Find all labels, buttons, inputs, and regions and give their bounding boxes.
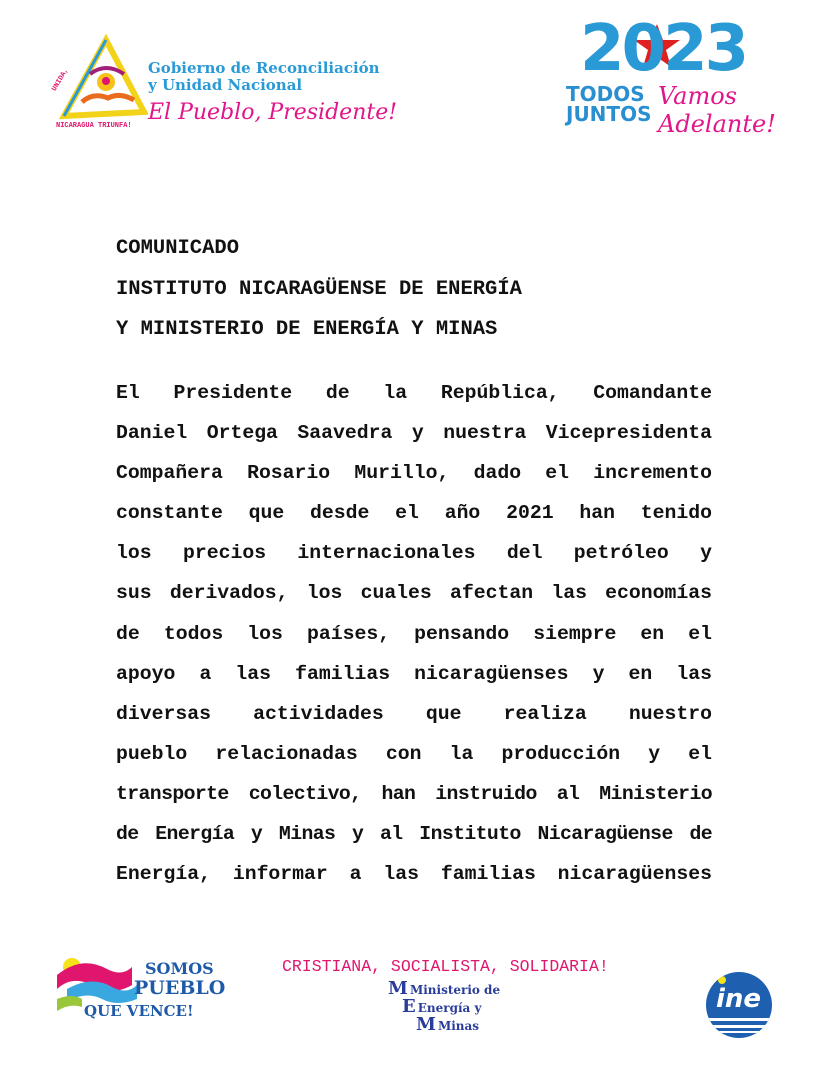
gov-name-line1: Gobierno de Reconciliación — [148, 59, 380, 77]
pueblo-text: PUEBLO — [134, 977, 226, 999]
logo-small-text-bottom: NICARAGUA TRIUNFA! — [56, 122, 132, 130]
mem-initial-e: E — [402, 996, 416, 1017]
mem-logo — [388, 980, 568, 1036]
body-line: Compañera Rosario Murillo, dado el incremento — [116, 462, 712, 485]
heading-ministry: Y MINISTERIO DE ENERGÍA Y MINAS — [116, 318, 498, 341]
heading-institution: INSTITUTO NICARAGÜENSE DE ENERGÍA — [116, 278, 522, 301]
body-line: apoyo a las familias nicaragüenses y en las — [116, 662, 712, 685]
body-line: los precios internacionales del petróleo y — [116, 542, 712, 565]
somos-text: SOMOS — [145, 959, 214, 978]
year-text: 2023 — [580, 12, 747, 86]
mem-initial-m2: M — [416, 1014, 436, 1035]
somos-pueblo-logo — [52, 955, 226, 1025]
logo-small-text: UNIDA, — [50, 67, 71, 93]
body-line: Daniel Ortega Saavedra y nuestra Vicepresidenta — [116, 422, 712, 445]
todos-text: TODOS — [566, 82, 645, 106]
mem-line2: Energía y — [417, 1001, 482, 1015]
juntos-text: JUNTOS — [566, 102, 652, 126]
body-line: constante que desde el año 2021 han tenido — [116, 502, 712, 525]
heading-comunicado: COMUNICADO — [116, 237, 240, 260]
gov-name-line2: y Unidad Nacional — [148, 76, 303, 94]
year-2023-logo — [566, 12, 776, 148]
body-line: pueblo relacionadas con la producción y el — [116, 742, 712, 765]
que-vence-text: QUE VENCE! — [84, 1002, 194, 1020]
mem-initial-m: M — [388, 978, 408, 999]
mem-line1: Ministerio de — [409, 983, 501, 997]
government-logo — [48, 34, 418, 134]
body-line: Energía, informar a las familias nicaragüenses — [116, 863, 712, 886]
mem-line3: Minas — [437, 1019, 480, 1033]
communique-body — [116, 378, 712, 899]
gov-slogan: El Pueblo, Presidente! — [148, 100, 398, 125]
body-line: transporte colectivo, han instruido al Ministerio — [116, 782, 712, 805]
ine-logo — [706, 972, 772, 1038]
body-line: El Presidente de la República, Comandante — [116, 382, 712, 404]
vamos-adelante-text: Vamos Adelante! — [658, 82, 776, 138]
body-line: de Energía y Minas y al Instituto Nicaragüense de — [116, 823, 712, 846]
body-line: sus derivados, los cuales afectan las economías — [116, 582, 712, 605]
body-line: diversas actividades que realiza nuestro — [116, 702, 712, 725]
body-line: de todos los países, pensando siempre en el — [116, 622, 712, 645]
ine-text: ine — [716, 984, 762, 1014]
footer-motto: CRISTIANA, SOCIALISTA, SOLIDARIA! — [282, 957, 609, 976]
